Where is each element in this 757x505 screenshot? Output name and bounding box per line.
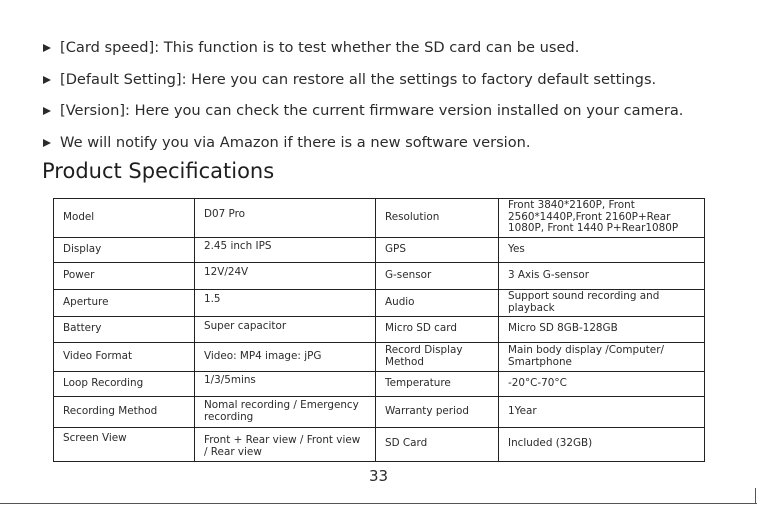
table-row: [54, 263, 705, 290]
table-row: [54, 397, 705, 428]
bullet-text: [Version]: Here you can check the current firmware version installed on your camera.: [60, 102, 684, 119]
spec-table: [53, 198, 705, 462]
spec-label: Warranty period: [376, 397, 499, 428]
table-row: [54, 372, 705, 397]
spec-value: 1.5: [195, 290, 376, 317]
spec-label: Aperture: [54, 290, 195, 317]
spec-label: Audio: [376, 290, 499, 317]
spec-value: 1/3/5mins: [195, 372, 376, 397]
spec-value: 12V/24V: [195, 263, 376, 290]
spec-label: G-sensor: [376, 263, 499, 290]
bullet-default-setting: [43, 69, 743, 101]
bullet-triangle-icon: [43, 76, 51, 84]
page-corner-mark: [755, 488, 756, 504]
spec-label: Battery: [54, 317, 195, 343]
spec-label: Recording Method: [54, 397, 195, 428]
spec-label: Resolution: [376, 199, 499, 238]
spec-value: 1Year: [499, 397, 705, 428]
spec-label: GPS: [376, 238, 499, 263]
bullet-text: [Card speed]: This function is to test whether the SD card can be used.: [60, 39, 580, 56]
spec-label: Power: [54, 263, 195, 290]
spec-label: Record Display Method: [376, 343, 499, 372]
spec-label: Micro SD card: [376, 317, 499, 343]
bullet-triangle-icon: [43, 44, 51, 52]
spec-label: Screen View: [54, 428, 195, 462]
table-row: [54, 238, 705, 263]
spec-value: Support sound recording and playback: [499, 290, 705, 317]
spec-value: Front 3840*2160P, Front 2560*1440P,Front 2160P+Rear 1080P, Front 1440 P+Rear1080P: [499, 199, 705, 238]
table-row: [54, 343, 705, 372]
bullet-triangle-icon: [43, 139, 51, 147]
spec-label: Display: [54, 238, 195, 263]
bullet-version: [43, 100, 743, 132]
page-edge-divider: [0, 503, 757, 504]
spec-label: Temperature: [376, 372, 499, 397]
spec-value: Video: MP4 image: jPG: [195, 343, 376, 372]
spec-label: SD Card: [376, 428, 499, 462]
section-heading: Product Specifications: [42, 159, 275, 183]
spec-value: Yes: [499, 238, 705, 263]
spec-value: -20°C-70°C: [499, 372, 705, 397]
table-row: [54, 428, 705, 462]
feature-bullet-list: [43, 37, 743, 163]
spec-value: 2.45 inch IPS: [195, 238, 376, 263]
table-row: [54, 290, 705, 317]
bullet-text: We will notify you via Amazon if there is a new software version.: [60, 133, 531, 151]
spec-value: Front + Rear view / Front view / Rear view: [195, 428, 376, 462]
spec-value: 3 Axis G-sensor: [499, 263, 705, 290]
bullet-card-speed: [43, 37, 743, 69]
spec-value: Nomal recording / Emergency recording: [195, 397, 376, 428]
bullet-text: [Default Setting]: Here you can restore all the settings to factory default settings.: [60, 70, 657, 88]
spec-label: Video Format: [54, 343, 195, 372]
page-number: 33: [368, 467, 389, 485]
spec-value: Main body display /Computer/ Smartphone: [499, 343, 705, 372]
spec-value: Included (32GB): [499, 428, 705, 462]
spec-label: Model: [54, 199, 195, 238]
table-row: [54, 317, 705, 343]
table-row: [54, 199, 705, 238]
spec-value: Super capacitor: [195, 317, 376, 343]
bullet-triangle-icon: [43, 107, 51, 115]
spec-label: Loop Recording: [54, 372, 195, 397]
spec-value: Micro SD 8GB-128GB: [499, 317, 705, 343]
spec-value: D07 Pro: [195, 199, 376, 238]
